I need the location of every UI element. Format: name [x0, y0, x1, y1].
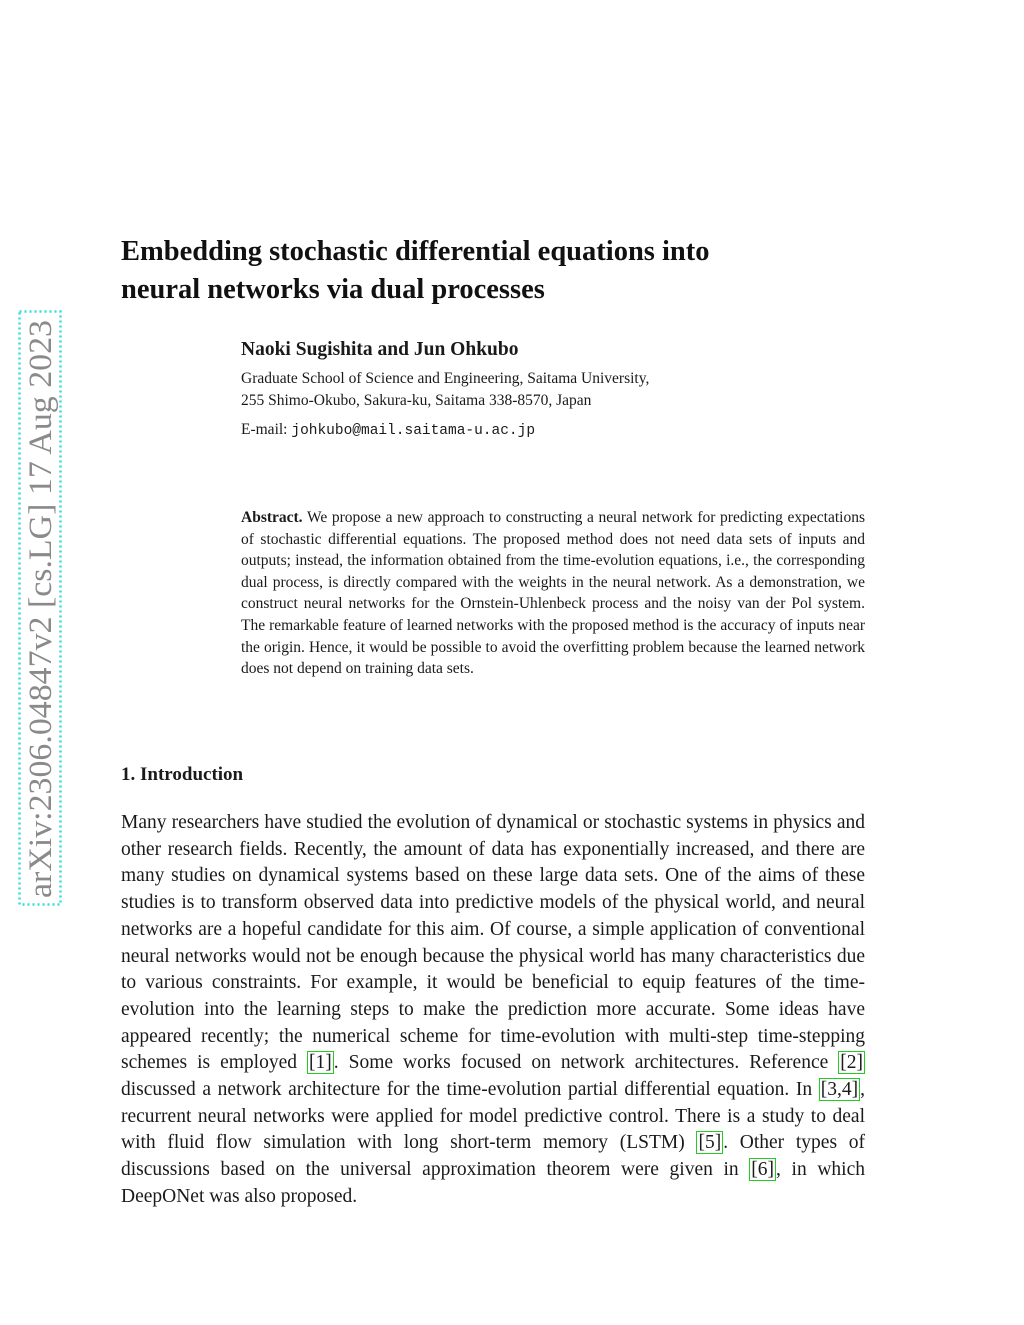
arxiv-identifier-stamp[interactable]: [18, 310, 62, 906]
citation-link-5[interactable]: [5]: [698, 1132, 722, 1154]
email-address[interactable]: johkubo@mail.saitama-u.ac.jp: [291, 423, 536, 439]
title-line-1: Embedding stochastic differential equations into: [121, 236, 710, 267]
intro-text-1: Many researchers have studied the evolution of dynamical or stochastic systems in physics and other research fields. Recently, the amount of data has exponentially increased, and there are many studies on dynamical systems based on these large data sets. One of the aims of these studies is to transform observed data into predictive models of the physical world, and neural networks are a hopeful candidate for this aim. Of course, a simple application of conventional neural networks would not be enough because the physical world has many characteristics due to various constraints. For example, it would be beneficial to equip features of the time-evolution into the learning steps to make the prediction more accurate. Some ideas have appeared recently; the numerical scheme for time-evolution with multi-step time-stepping schemes is employed: [121, 812, 865, 1074]
paper-title: [121, 233, 881, 309]
citation-link-6[interactable]: [6]: [751, 1159, 775, 1181]
arxiv-stamp-graphic: [18, 310, 62, 906]
introduction-paragraph: [121, 810, 865, 1211]
section-heading-introduction: 1. Introduction: [121, 764, 244, 785]
intro-text-2: . Some works focused on network architectures. Reference: [333, 1052, 829, 1074]
abstract: [241, 507, 865, 680]
intro-text-5: . Other types of discussions based on the universal approximation theorem were given in: [121, 1132, 865, 1181]
affiliation-line-2: 255 Shimo-Okubo, Sakura-ku, Saitama 338-8570, Japan: [241, 392, 592, 409]
citation-link-1[interactable]: [1]: [308, 1052, 332, 1074]
title-line-2: neural networks via dual processes: [121, 274, 545, 305]
email-label: E-mail:: [241, 421, 288, 438]
affiliation-line-1: Graduate School of Science and Engineering, Saitama University,: [241, 370, 650, 387]
citation-link-2[interactable]: [2]: [840, 1052, 864, 1074]
author-list: Naoki Sugishita and Jun Ohkubo: [241, 339, 519, 360]
intro-text-6: , in which DeepONet was also proposed.: [121, 1159, 865, 1207]
citation-link-3-4[interactable]: [3,4]: [820, 1079, 859, 1101]
intro-text-3: discussed a network architecture for the time-evolution partial differential equation. In: [121, 1079, 813, 1101]
affiliation: [241, 368, 649, 412]
abstract-text: We propose a new approach to constructing a neural network for predicting expectations of stochastic differential equations. The proposed method does not need data sets of inputs and outputs; instead, the information obtained from the time-evolution equations, i.e., the corresponding dual process, is directly compared with the weights in the neural network. As a demonstration, we construct neural networks for the Ornstein-Uhlenbeck process and the noisy van der Pol system. The remarkable feature of learned networks with the proposed method is the accuracy of inputs near the origin. Hence, it would be possible to avoid the overfitting problem because the learned network does not depend on training data sets.: [241, 509, 865, 678]
email-line: [241, 421, 535, 439]
intro-text-4: , recurrent neural networks were applied for model predictive control. There is a study to deal with fluid flow simulation with long short-term memory (LSTM): [121, 1079, 866, 1154]
abstract-label: Abstract.: [241, 509, 303, 526]
arxiv-stamp-text: arXiv:2306.04847v2 [cs.LG] 17 Aug 2023: [23, 335, 59, 898]
